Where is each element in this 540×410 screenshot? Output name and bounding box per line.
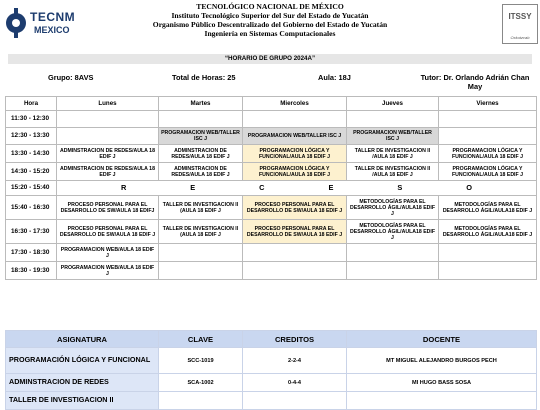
header-line-4: Ingeniería en Sistemas Computacionales xyxy=(204,29,336,38)
recess-letter: S xyxy=(397,183,403,192)
column-header: Miercoles xyxy=(243,97,347,111)
recess-cell xyxy=(57,181,537,196)
course-docente: MT MIGUEL ALEJANDRO BURGOS PECH xyxy=(347,348,537,374)
class-cell xyxy=(243,111,347,128)
course-row xyxy=(6,392,537,410)
class-cell xyxy=(439,262,537,280)
class-cell xyxy=(347,244,439,262)
course-docente: MI HUGO BASS SOSA xyxy=(347,374,537,392)
itssy-logo xyxy=(502,4,538,44)
course-creditos: 0-4-4 xyxy=(243,374,347,392)
tutor-line-2: May xyxy=(467,82,483,91)
class-cell: METODOLOGÍAS PARA EL DESARROLLO ÁGIL/AULA18 EDIF J xyxy=(347,220,439,244)
course-column-header: CREDITOS xyxy=(243,331,347,348)
class-cell: PROCESO PERSONAL PARA EL DESARROLLO DE SW/AULA 18 EDIF J xyxy=(57,220,159,244)
schedule-title: “HORARIO DE GRUPO 2024A” xyxy=(8,54,532,64)
schedule-row xyxy=(6,128,537,145)
course-row xyxy=(6,374,537,392)
class-cell: PROGRAMACION WEB/TALLER ISC J xyxy=(347,128,439,145)
column-header: Martes xyxy=(159,97,243,111)
column-header: Viernes xyxy=(439,97,537,111)
recess-letter: E xyxy=(190,183,196,192)
recess-letter: E xyxy=(328,183,334,192)
tecnm-logo xyxy=(4,4,84,42)
class-cell: METODOLOGÍAS PARA EL DESARROLLO ÁGIL/AULA18 EDIF J xyxy=(439,220,537,244)
class-cell xyxy=(57,128,159,145)
class-cell: PROGRAMACION WEB/TALLER ISC J xyxy=(159,128,243,145)
class-cell xyxy=(347,262,439,280)
class-cell: ADMINSTRACION DE REDES/AULA 18 EDIF J xyxy=(159,163,243,181)
time-slot: 11:30 - 12:30 xyxy=(6,111,57,128)
gear-icon xyxy=(4,6,28,40)
class-cell: ADMINSTRACION DE REDES/AULA 18 EDIF J xyxy=(159,145,243,163)
time-slot: 15:40 - 16:30 xyxy=(6,196,57,220)
institution-header xyxy=(110,2,430,38)
header-line-1: TECNOLÓGICO NACIONAL DE MÉXICO xyxy=(196,2,344,11)
class-cell xyxy=(159,111,243,128)
time-slot: 18:30 - 19:30 xyxy=(6,262,57,280)
class-cell: PROGRAMACION WEB/AULA 18 EDIF J xyxy=(57,244,159,262)
schedule-row xyxy=(6,220,537,244)
course-clave: SCA-1002 xyxy=(159,374,243,392)
class-cell: TALLER DE INVESTIGACION II /AULA 18 EDIF J xyxy=(347,163,439,181)
class-cell: PROGRAMACION WEB/AULA 18 EDIF J xyxy=(57,262,159,280)
class-cell: PROGRAMACION LÓGICA Y FUNCIONAL/AULA 18 EDIF J xyxy=(243,145,347,163)
logo-tecnm-text: TECNM xyxy=(30,10,76,24)
header-line-3: Organismo Público Descentralizado del Gobierno del Estado de Yucatán xyxy=(152,20,388,29)
group-label: Grupo: 8AVS xyxy=(48,73,94,82)
course-clave: SCC-1019 xyxy=(159,348,243,374)
schedule-row xyxy=(6,244,537,262)
header-line-2: Instituto Tecnológico Superior del Sur del Estado de Yucatán xyxy=(171,11,369,20)
courses-table xyxy=(5,330,537,410)
course-name: TALLER DE INVESTIGACION II xyxy=(6,392,159,410)
recess-letter: C xyxy=(259,183,265,192)
course-row xyxy=(6,348,537,374)
itssy-logo-text: ITSSY xyxy=(508,12,532,21)
column-header: Lunes xyxy=(57,97,159,111)
recess-letter: R xyxy=(120,183,127,192)
schedule-table xyxy=(5,96,537,280)
schedule-row xyxy=(6,196,537,220)
class-cell: ADMINSTRACION DE REDES/AULA 18 EDIF J xyxy=(57,145,159,163)
itssy-logo-sub: Oxkutzcab xyxy=(510,35,530,40)
course-column-header: CLAVE xyxy=(159,331,243,348)
tutor-label xyxy=(410,73,540,91)
class-cell: PROGRAMACION LÓGICA Y FUNCIONAL/AULA 18 EDIF J xyxy=(439,163,537,181)
schedule-row xyxy=(6,111,537,128)
schedule-row xyxy=(6,145,537,163)
course-column-header: ASIGNATURA xyxy=(6,331,159,348)
total-hours-label: Total de Horas: 25 xyxy=(172,73,236,82)
time-slot: 14:30 - 15:20 xyxy=(6,163,57,181)
column-header: Jueves xyxy=(347,97,439,111)
class-cell xyxy=(439,244,537,262)
class-cell: TALLER DE INVESTIGACION II (AULA 18 EDIF J xyxy=(159,196,243,220)
column-header: Hora xyxy=(6,97,57,111)
time-slot: 16:30 - 17:30 xyxy=(6,220,57,244)
class-cell xyxy=(243,262,347,280)
course-name: ADMINSTRACION DE REDES xyxy=(6,374,159,392)
class-cell xyxy=(439,128,537,145)
course-creditos xyxy=(243,392,347,410)
tutor-line-1: Tutor: Dr. Orlando Adrián Chan xyxy=(420,73,530,82)
class-cell xyxy=(57,111,159,128)
course-column-header: DOCENTE xyxy=(347,331,537,348)
class-cell: PROGRAMACION LÓGICA Y FUNCIONAL/AULA 18 EDIF J xyxy=(243,163,347,181)
class-cell xyxy=(439,111,537,128)
schedule-row xyxy=(6,163,537,181)
class-cell xyxy=(159,244,243,262)
logo-mexico-text: MEXICO xyxy=(34,25,70,35)
time-slot: 12:30 - 13:30 xyxy=(6,128,57,145)
class-cell: PROGRAMACION WEB/TALLER ISC J xyxy=(243,128,347,145)
class-cell: ADMINSTRACION DE REDES/AULA 18 EDIF J xyxy=(57,163,159,181)
class-cell: METODOLOGÍAS PARA EL DESARROLLO ÁGIL/AULA18 EDIF J xyxy=(439,196,537,220)
class-cell: TALLER DE INVESTIGACION II (AULA 18 EDIF J xyxy=(159,220,243,244)
class-cell: METODOLOGÍAS PARA EL DESARROLLO ÁGIL/AULA18 EDIF J xyxy=(347,196,439,220)
class-cell xyxy=(347,111,439,128)
schedule-row xyxy=(6,262,537,280)
class-cell: PROCESO PERSONAL PARA EL DESARROLLO DE SW/AULA 18 EDIF J xyxy=(243,220,347,244)
class-cell: PROCESO PERSONAL PARA EL DESARROLLO DE SW/AULA 18 EDIF J xyxy=(243,196,347,220)
course-docente xyxy=(347,392,537,410)
class-cell: PROCESO PERSONAL PARA EL DESARROLLO DE SW/AULA 18 EDIFJ xyxy=(57,196,159,220)
course-creditos: 2-2-4 xyxy=(243,348,347,374)
course-name: PROGRAMACIÓN LÓGICA Y FUNCIONAL xyxy=(6,348,159,374)
time-slot: 15:20 - 15:40 xyxy=(6,181,57,196)
class-cell: PROGRAMACION LÓGICA Y FUNCIONAL/AULA 18 EDIF J xyxy=(439,145,537,163)
course-clave xyxy=(159,392,243,410)
class-cell xyxy=(159,262,243,280)
courses-header-row xyxy=(6,331,537,348)
schedule-row xyxy=(6,181,537,196)
recess-letter: O xyxy=(466,183,472,192)
class-cell xyxy=(243,244,347,262)
classroom-label: Aula: 18J xyxy=(318,73,351,82)
class-cell: TALLER DE INVESTIGACION II /AULA 18 EDIF J xyxy=(347,145,439,163)
schedule-header-row xyxy=(6,97,537,111)
time-slot: 17:30 - 18:30 xyxy=(6,244,57,262)
time-slot: 13:30 - 14:30 xyxy=(6,145,57,163)
